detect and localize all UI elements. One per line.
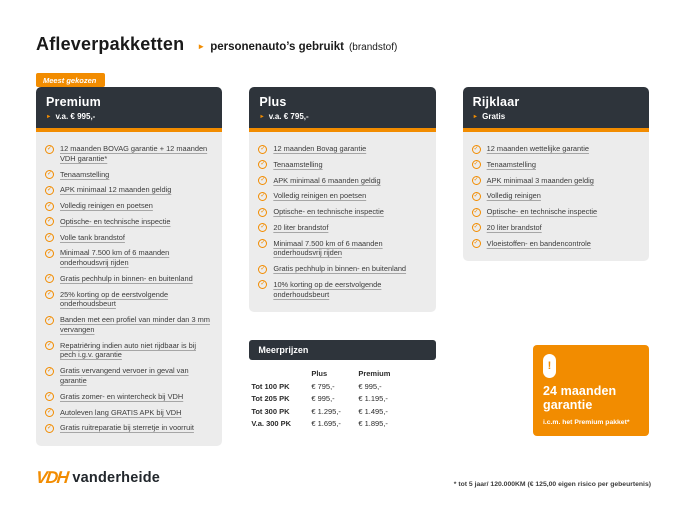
premium-price <box>46 112 212 121</box>
meerprijzen-header-row <box>251 369 435 378</box>
feature-label[interactable]: Volledig reinigen <box>486 191 541 201</box>
meerprijzen-col-premium: Premium <box>358 369 391 379</box>
feature-item <box>45 392 213 402</box>
feature-label[interactable]: Gratis pechhulp in binnen- en buitenland <box>60 273 193 283</box>
checkmark-icon: ✓ <box>260 177 266 184</box>
checkmark-icon: ✓ <box>260 192 266 199</box>
feature-label[interactable]: Vloeistoffen- en bandencontrole <box>486 238 591 248</box>
packages-row <box>36 75 649 446</box>
guarantee-title-line1: 24 maanden <box>542 384 617 399</box>
checkmark-icon: ✓ <box>46 275 53 282</box>
meerprijzen-section <box>249 340 435 432</box>
feature-item <box>45 341 213 361</box>
checkmark-icon: ✓ <box>260 224 266 231</box>
feature-label[interactable]: Autoleven lang GRATIS APK bij VDH <box>60 407 182 417</box>
arrow-right-icon: ► <box>46 113 52 120</box>
feature-label[interactable]: Repatriëring indien auto niet rijdbaar is bij pech i.g.v. garantie <box>60 340 196 360</box>
column-plus <box>249 87 435 432</box>
vdh-logo-text: vanderheide <box>72 470 161 486</box>
feature-label[interactable]: Volledig reinigen en poetsen <box>60 201 153 211</box>
feature-label[interactable]: Tenaamstelling <box>486 159 536 169</box>
feature-item <box>45 233 213 243</box>
feature-item <box>45 423 213 433</box>
row-premium-value: € 995,- <box>358 381 382 391</box>
page-subtitle-text: personenauto’s gebruikt <box>210 41 344 53</box>
row-premium-value: € 1.195,- <box>358 394 388 404</box>
guarantee-caption: i.c.m. het Premium pakket* <box>542 419 630 427</box>
feature-label[interactable]: 12 maanden Bovag garantie <box>273 144 367 153</box>
premium-title: Premium <box>46 95 101 109</box>
checkmark-icon: ✓ <box>46 342 53 349</box>
feature-label[interactable]: Tenaamstelling <box>60 169 110 179</box>
feature-item <box>45 185 213 195</box>
meerprijzen-table <box>249 369 435 428</box>
feature-item <box>472 144 640 154</box>
guarantee-title <box>543 384 639 412</box>
checkmark-icon: ✓ <box>46 145 53 152</box>
guarantee-title-line2: garantie <box>542 398 593 413</box>
feature-item <box>45 144 213 164</box>
feature-label[interactable]: 10% korting op de eerstvolgende onderhoudsbeurt <box>273 279 382 299</box>
plus-title: Plus <box>259 95 287 109</box>
premium-feature-list <box>36 132 222 446</box>
feature-item <box>45 217 213 227</box>
feature-item <box>45 366 213 386</box>
feature-label[interactable]: Optische- en technische inspectie <box>486 207 598 217</box>
feature-item <box>45 315 213 335</box>
feature-item <box>45 170 213 180</box>
arrow-right-icon: ► <box>259 113 265 120</box>
page-footer <box>36 468 651 488</box>
checkmark-icon: ✓ <box>260 208 266 215</box>
feature-item <box>472 239 640 249</box>
premium-price-text: v.a. € 995,- <box>55 112 96 121</box>
feature-label[interactable]: Optische- en technische inspectie <box>273 207 384 217</box>
rijklaar-price-text: Gratis <box>482 112 506 121</box>
feature-item <box>258 144 426 154</box>
checkmark-icon: ✓ <box>260 161 266 168</box>
most-chosen-badge: Meest gekozen <box>36 73 105 87</box>
checkmark-icon: ✓ <box>473 161 479 168</box>
feature-label[interactable]: Volle tank brandstof <box>60 232 125 242</box>
feature-label[interactable]: Gratis vervangend vervoer in geval van garantie <box>60 366 189 386</box>
page-title: Afleverpakketten <box>36 34 185 54</box>
feature-label[interactable]: Volledig reinigen en poetsen <box>273 191 367 201</box>
checkmark-icon: ✓ <box>473 145 479 152</box>
checkmark-icon: ✓ <box>473 224 479 231</box>
feature-label[interactable]: 25% korting op de eerstvolgende onderhoudsbeurt <box>60 289 169 309</box>
table-row <box>251 419 435 428</box>
plus-price <box>259 112 425 121</box>
feature-item <box>258 264 426 274</box>
feature-item <box>258 223 426 233</box>
meerprijzen-col-plus: Plus <box>311 369 328 379</box>
feature-item <box>258 191 426 201</box>
table-row <box>251 407 435 416</box>
disclaimer-footnote: * tot 5 jaar/ 120.000KM (€ 125,00 eigen risico per gebeurtenis) <box>453 481 651 488</box>
checkmark-icon: ✓ <box>46 218 53 225</box>
vanderheide-logo <box>36 468 160 488</box>
table-row <box>251 394 435 403</box>
feature-label[interactable]: Tenaamstelling <box>273 159 323 169</box>
feature-label[interactable]: 12 maanden wettelijke garantie <box>486 144 589 153</box>
feature-label[interactable]: Minimaal 7.500 km of 6 maanden onderhoudsvrij rijden <box>60 248 170 268</box>
checkmark-icon: ✓ <box>260 265 266 272</box>
row-label: Tot 300 PK <box>251 406 290 416</box>
checkmark-icon: ✓ <box>260 145 266 152</box>
premium-card-header <box>36 87 222 132</box>
feature-item <box>472 191 640 201</box>
rijklaar-card-header <box>463 87 649 132</box>
rijklaar-title: Rijklaar <box>472 95 520 109</box>
page-header <box>0 0 685 55</box>
feature-item <box>472 223 640 233</box>
feature-item <box>258 176 426 186</box>
checkmark-icon: ✓ <box>46 186 53 193</box>
meerprijzen-title: Meerprijzen <box>249 340 435 360</box>
guarantee-box <box>533 345 649 436</box>
rijklaar-feature-list <box>463 132 649 261</box>
checkmark-icon: ✓ <box>473 240 479 247</box>
feature-item <box>472 160 640 170</box>
plus-price-text: v.a. € 795,- <box>268 112 309 121</box>
feature-item <box>45 274 213 284</box>
checkmark-icon: ✓ <box>46 291 53 298</box>
table-row <box>251 382 435 391</box>
feature-item <box>472 176 640 186</box>
feature-item <box>258 207 426 217</box>
feature-label[interactable]: 20 liter brandstof <box>486 222 542 232</box>
exclamation-icon: ! <box>543 354 556 378</box>
feature-item <box>45 201 213 211</box>
plus-feature-list <box>249 132 435 312</box>
vdh-logo-mark: VDH <box>35 468 69 487</box>
page-subtitle-note: (brandstof) <box>348 42 398 53</box>
plus-card-header <box>249 87 435 132</box>
meerprijzen-rows <box>251 382 435 429</box>
page-subtitle <box>197 41 397 53</box>
checkmark-icon: ✓ <box>473 208 479 215</box>
row-premium-value: € 1.895,- <box>358 419 388 429</box>
checkmark-icon: ✓ <box>46 171 53 178</box>
package-card-rijklaar <box>463 87 649 261</box>
feature-label[interactable]: 12 maanden BOVAG garantie + 12 maanden VDH garantie* <box>60 144 208 163</box>
arrow-right-icon: ► <box>197 42 206 51</box>
checkmark-icon: ✓ <box>46 409 53 416</box>
row-plus-value: € 1.295,- <box>311 406 341 416</box>
column-premium <box>36 75 222 446</box>
checkmark-icon: ✓ <box>260 281 266 288</box>
row-plus-value: € 995,- <box>311 394 335 404</box>
row-label: Tot 100 PK <box>251 381 290 391</box>
feature-item <box>258 239 426 259</box>
row-plus-value: € 795,- <box>311 381 335 391</box>
feature-label[interactable]: Gratis zomer- en wintercheck bij VDH <box>60 391 184 401</box>
feature-item <box>45 408 213 418</box>
feature-label[interactable]: Gratis ruitreparatie bij sterretje in voorruit <box>60 423 194 433</box>
checkmark-icon: ✓ <box>46 424 53 431</box>
feature-item <box>45 248 213 268</box>
feature-label[interactable]: 20 liter brandstof <box>273 222 329 232</box>
column-rijklaar <box>463 87 649 436</box>
feature-item <box>258 160 426 170</box>
rijklaar-price <box>473 112 639 121</box>
checkmark-icon: ✓ <box>473 192 479 199</box>
feature-label[interactable]: Banden met een profiel van minder dan 3 mm vervangen <box>60 315 210 334</box>
checkmark-icon: ✓ <box>46 202 53 209</box>
row-label: V.a. 300 PK <box>251 419 292 429</box>
feature-item <box>258 280 426 300</box>
feature-label[interactable]: Optische- en technische inspectie <box>60 216 171 226</box>
feature-label[interactable]: APK minimaal 6 maanden geldig <box>273 175 381 185</box>
arrow-right-icon: ► <box>472 113 479 120</box>
checkmark-icon: ✓ <box>46 316 53 323</box>
checkmark-icon: ✓ <box>46 249 53 256</box>
row-plus-value: € 1.695,- <box>311 419 341 429</box>
checkmark-icon: ✓ <box>473 177 479 184</box>
package-card-plus <box>249 87 435 312</box>
checkmark-icon: ✓ <box>46 393 53 400</box>
row-label: Tot 205 PK <box>251 394 290 404</box>
feature-label[interactable]: APK minimaal 12 maanden geldig <box>60 185 172 195</box>
feature-label[interactable]: Gratis pechhulp in binnen- en buitenland <box>273 264 407 274</box>
feature-label[interactable]: Minimaal 7.500 km of 6 maanden onderhoudsvrij rijden <box>273 238 383 258</box>
feature-label[interactable]: APK minimaal 3 maanden geldig <box>486 175 594 185</box>
feature-item <box>45 290 213 310</box>
row-premium-value: € 1.495,- <box>358 406 388 416</box>
feature-item <box>472 207 640 217</box>
package-card-premium <box>36 87 222 446</box>
checkmark-icon: ✓ <box>260 240 266 247</box>
checkmark-icon: ✓ <box>46 234 53 241</box>
checkmark-icon: ✓ <box>46 367 53 374</box>
